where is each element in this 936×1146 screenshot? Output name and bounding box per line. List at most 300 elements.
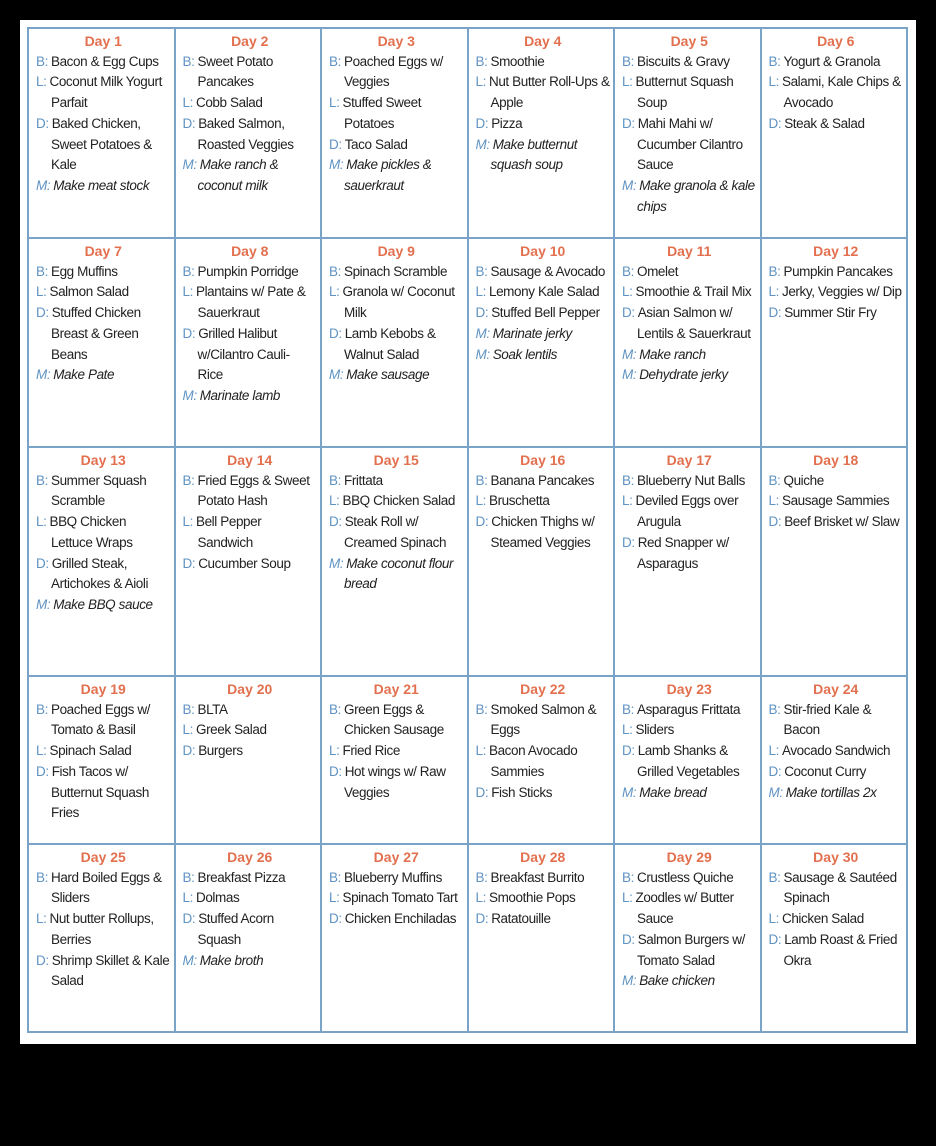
day-cell	[761, 28, 908, 238]
meal-entry	[476, 345, 611, 366]
meal-entry	[329, 512, 464, 553]
meal-text: Jerky, Veggies w/ Dip	[781, 284, 902, 300]
meal-entry	[622, 262, 757, 283]
meal-entry	[183, 909, 318, 950]
meal-text: Marinate lamb	[199, 387, 281, 403]
meal-entry	[476, 52, 611, 73]
meal-text: Dolmas	[195, 890, 240, 906]
meal-text: Lemony Kale Salad	[488, 284, 600, 300]
meal-entry	[622, 72, 757, 113]
meal-type-label: D:	[475, 115, 489, 131]
meal-text: Make ranch & coconut milk	[197, 157, 279, 193]
meal-text: Salmon Salad	[49, 284, 129, 300]
meal-type-label: L:	[622, 722, 633, 738]
meal-plan-grid	[27, 27, 908, 1033]
day-cell	[468, 676, 615, 844]
meal-text: Steak Roll w/ Creamed Spinach	[344, 514, 447, 550]
week-row	[28, 844, 907, 1032]
meal-entry	[622, 114, 757, 176]
meal-entry	[769, 783, 904, 804]
meal-text: Make sausage	[346, 367, 430, 383]
meal-type-label: D:	[622, 931, 635, 947]
meal-entry	[622, 888, 757, 929]
meal-text: Zoodles w/ Butter Sauce	[635, 890, 734, 927]
meal-entry	[476, 262, 611, 283]
meal-type-label: L:	[475, 743, 486, 759]
meal-type-label: D:	[768, 305, 782, 321]
meal-type-label: M:	[622, 177, 637, 193]
meal-entry	[329, 491, 464, 512]
meal-entry	[329, 282, 464, 323]
meal-text: Smoked Salmon & Eggs	[490, 701, 597, 738]
meal-entry	[622, 533, 757, 574]
day-title: Day 19	[80, 681, 126, 697]
meal-entry	[769, 282, 904, 303]
day-cell	[761, 447, 908, 676]
meal-type-label: L:	[768, 74, 779, 90]
meal-text: Poached Eggs w/ Tomato & Basil	[50, 701, 151, 738]
meal-text: Banana Pancakes	[490, 472, 595, 488]
meal-text: Chicken Enchiladas	[344, 911, 457, 927]
meal-type-label: D:	[36, 555, 49, 571]
meal-text: Poached Eggs w/ Veggies	[343, 53, 444, 90]
day-cell	[175, 447, 322, 676]
meal-type-label: B:	[36, 263, 48, 279]
meal-text: BBQ Chicken Salad	[342, 493, 455, 509]
meal-entry	[476, 324, 611, 345]
meal-entry	[183, 114, 318, 155]
meal-entry	[769, 471, 904, 492]
meal-plan-sheet	[20, 20, 916, 1044]
meal-type-label: B:	[182, 869, 195, 885]
day-title: Day 11	[667, 243, 712, 259]
meal-type-label: L:	[329, 743, 340, 759]
meal-entry	[36, 951, 171, 992]
week-row	[28, 676, 907, 844]
meal-text: Make tortillas 2x	[785, 784, 877, 800]
meal-text: Granola w/ Coconut Milk	[342, 284, 455, 321]
day-title: Day 29	[666, 849, 712, 865]
meal-entry	[329, 741, 464, 762]
meal-type-label: L:	[329, 95, 340, 111]
meal-entry	[183, 155, 318, 196]
meal-entry	[329, 93, 464, 134]
meal-type-label: L:	[329, 493, 340, 509]
day-title: Day 25	[80, 849, 126, 865]
meal-entry	[183, 700, 318, 721]
meal-text: Coconut Curry	[784, 763, 867, 779]
meal-text: Spinach Salad	[49, 743, 132, 759]
meal-type-label: D:	[622, 534, 635, 550]
meal-type-label: L:	[622, 284, 633, 300]
meal-text: Breakfast Pizza	[197, 869, 286, 885]
meal-text: BBQ Chicken Lettuce Wraps	[49, 514, 133, 550]
meal-type-label: M:	[36, 177, 51, 193]
meal-entry	[769, 868, 904, 909]
meal-text: Summer Stir Fry	[784, 305, 877, 321]
day-cell	[761, 676, 908, 844]
meal-entry	[622, 365, 757, 386]
day-cell	[614, 447, 761, 676]
meal-type-label: B:	[36, 869, 48, 885]
day-title: Day 12	[813, 243, 859, 259]
meal-text: Chicken Thighs w/ Steamed Veggies	[490, 514, 595, 550]
day-title: Day 3	[377, 33, 415, 49]
day-cell	[614, 238, 761, 447]
meal-type-label: L:	[182, 890, 193, 906]
meal-entry	[476, 282, 611, 303]
meal-type-label: D:	[182, 743, 196, 759]
meal-entry	[183, 386, 318, 407]
meal-type-label: M:	[36, 367, 51, 383]
day-title: Day 21	[373, 681, 419, 697]
meal-text: Summer Squash Scramble	[50, 472, 147, 509]
meal-type-label: B:	[768, 263, 781, 279]
meal-text: Make broth	[199, 952, 264, 968]
meal-text: Pumpkin Porridge	[197, 263, 299, 279]
meal-type-label: B:	[36, 472, 48, 488]
meal-text: Coconut Milk Yogurt Parfait	[49, 74, 162, 111]
meal-text: Pumpkin Pancakes	[783, 263, 893, 279]
meal-text: Make butternut squash soup	[490, 136, 578, 173]
meal-entry	[36, 762, 171, 824]
meal-text: Lamb Kebobs & Walnut Salad	[344, 325, 436, 362]
meal-type-label: D:	[36, 763, 49, 779]
meal-entry	[476, 114, 611, 135]
meal-type-label: D:	[182, 325, 196, 341]
meal-type-label: M:	[329, 367, 344, 383]
day-cell	[321, 676, 468, 844]
meal-text: Hard Boiled Eggs & Sliders	[50, 869, 162, 906]
meal-text: Omelet	[636, 263, 679, 279]
meal-text: Sausage & Avocado	[490, 263, 606, 279]
day-cell	[175, 238, 322, 447]
meal-text: Stuffed Chicken Breast & Green Beans	[51, 305, 141, 362]
meal-text: Smoothie	[490, 53, 545, 69]
meal-text: Bacon & Egg Cups	[50, 53, 159, 69]
day-cell	[468, 28, 615, 238]
meal-text: Fish Sticks	[491, 784, 553, 800]
meal-type-label: B:	[768, 472, 781, 488]
meal-type-label: M:	[475, 325, 490, 341]
meal-entry	[36, 554, 171, 595]
meal-entry	[329, 135, 464, 156]
meal-entry	[476, 303, 611, 324]
meal-text: Mahi Mahi w/ Cucumber Cilantro Sauce	[637, 115, 743, 173]
meal-text: Quiche	[783, 472, 824, 488]
meal-entry	[622, 971, 757, 992]
meal-text: Smoothie & Trail Mix	[635, 284, 752, 300]
day-cell	[28, 28, 175, 238]
meal-text: Stuffed Bell Pepper	[491, 305, 600, 321]
meal-type-label: D:	[329, 763, 342, 779]
meal-type-label: B:	[475, 263, 488, 279]
meal-text: Make bread	[639, 784, 707, 800]
meal-type-label: B:	[622, 53, 634, 69]
day-cell	[614, 676, 761, 844]
meal-entry	[476, 783, 611, 804]
day-title: Day 14	[227, 452, 273, 468]
meal-type-label: L:	[622, 493, 633, 509]
meal-entry	[36, 303, 171, 365]
meal-type-label: B:	[768, 869, 781, 885]
meal-entry	[183, 741, 318, 762]
meal-entry	[769, 930, 904, 971]
meal-entry	[36, 868, 171, 909]
meal-entry	[329, 762, 464, 803]
meal-type-label: M:	[329, 555, 344, 571]
meal-text: Soak lentils	[492, 346, 557, 362]
meal-entry	[183, 951, 318, 972]
meal-type-label: B:	[182, 53, 195, 69]
meal-entry	[622, 741, 757, 782]
day-title: Day 15	[373, 452, 419, 468]
meal-text: Steak & Salad	[784, 115, 865, 131]
day-title: Day 23	[666, 681, 712, 697]
meal-type-label: B:	[329, 263, 341, 279]
meal-entry	[329, 868, 464, 889]
meal-type-label: D:	[329, 514, 342, 530]
meal-entry	[769, 262, 904, 283]
meal-text: Bruschetta	[488, 493, 550, 509]
meal-entry	[36, 595, 171, 616]
meal-type-label: L:	[768, 493, 779, 509]
meal-text: Burgers	[198, 743, 243, 759]
meal-text: Stuffed Acorn Squash	[197, 911, 274, 947]
day-title: Day 1	[84, 33, 122, 49]
meal-entry	[36, 52, 171, 73]
day-cell	[321, 238, 468, 447]
meal-entry	[622, 720, 757, 741]
meal-type-label: M:	[622, 973, 637, 989]
meal-type-label: B:	[622, 263, 634, 279]
meal-type-label: D:	[329, 911, 342, 927]
meal-type-label: D:	[475, 784, 489, 800]
meal-entry	[476, 741, 611, 782]
meal-entry	[36, 262, 171, 283]
meal-type-label: L:	[622, 74, 633, 90]
meal-type-label: D:	[475, 305, 489, 321]
day-title: Day 10	[520, 243, 566, 259]
meal-type-label: D:	[768, 115, 782, 131]
day-cell	[28, 676, 175, 844]
meal-type-label: B:	[329, 472, 341, 488]
meal-entry	[769, 114, 904, 135]
meal-type-label: L:	[768, 743, 779, 759]
meal-type-label: B:	[622, 869, 634, 885]
day-title: Day 27	[373, 849, 419, 865]
meal-entry	[622, 345, 757, 366]
meal-type-label: B:	[182, 472, 195, 488]
day-title: Day 24	[813, 681, 859, 697]
meal-type-label: B:	[622, 701, 634, 717]
meal-text: Cobb Salad	[195, 95, 263, 111]
day-title: Day 26	[227, 849, 273, 865]
meal-entry	[183, 324, 318, 386]
day-title: Day 5	[670, 33, 708, 49]
day-cell	[614, 844, 761, 1032]
day-cell	[175, 844, 322, 1032]
meal-type-label: M:	[622, 346, 637, 362]
meal-entry	[329, 324, 464, 365]
meal-entry	[36, 741, 171, 762]
meal-entry	[183, 554, 318, 575]
meal-type-label: D:	[768, 931, 782, 947]
meal-entry	[622, 282, 757, 303]
meal-text: Pizza	[491, 115, 523, 131]
meal-entry	[622, 176, 757, 217]
meal-text: Asian Salmon w/ Lentils & Sauerkraut	[637, 305, 751, 341]
meal-text: Nut Butter Roll-Ups & Apple	[488, 74, 610, 111]
meal-entry	[476, 135, 611, 176]
meal-type-label: L:	[36, 74, 47, 90]
meal-text: Baked Chicken, Sweet Potatoes & Kale	[51, 115, 152, 173]
meal-text: Butternut Squash Soup	[635, 74, 734, 111]
day-title: Day 9	[377, 243, 415, 259]
meal-entry	[769, 762, 904, 783]
meal-entry	[183, 471, 318, 512]
meal-type-label: L:	[182, 284, 193, 300]
meal-entry	[622, 868, 757, 889]
meal-type-label: B:	[182, 263, 195, 279]
meal-type-label: M:	[36, 596, 51, 612]
meal-text: Stir-fried Kale & Bacon	[783, 701, 872, 738]
day-cell	[761, 238, 908, 447]
meal-entry	[183, 93, 318, 114]
meal-entry	[183, 888, 318, 909]
meal-text: Fried Eggs & Sweet Potato Hash	[197, 472, 310, 509]
meal-entry	[476, 700, 611, 741]
meal-text: Salmon Burgers w/ Tomato Salad	[637, 931, 745, 968]
meal-entry	[36, 700, 171, 741]
meal-entry	[476, 888, 611, 909]
meal-text: Crustless Quiche	[636, 869, 734, 885]
day-title: Day 18	[813, 452, 859, 468]
meal-text: Taco Salad	[344, 136, 408, 152]
meal-entry	[476, 471, 611, 492]
meal-entry	[36, 365, 171, 386]
meal-type-label: L:	[475, 284, 486, 300]
meal-text: Sweet Potato Pancakes	[197, 53, 273, 90]
meal-entry	[36, 512, 171, 553]
meal-type-label: B:	[329, 701, 341, 717]
meal-type-label: B:	[329, 869, 341, 885]
day-cell	[175, 28, 322, 238]
meal-entry	[622, 471, 757, 492]
meal-type-label: B:	[475, 701, 488, 717]
week-row	[28, 28, 907, 238]
meal-type-label: D:	[329, 136, 342, 152]
meal-entry	[476, 868, 611, 889]
meal-entry	[476, 491, 611, 512]
meal-entry	[769, 512, 904, 533]
meal-entry	[183, 262, 318, 283]
meal-text: Egg Muffins	[50, 263, 118, 279]
meal-text: Grilled Halibut w/Cilantro Cauli- Rice	[197, 325, 290, 383]
meal-type-label: L:	[36, 514, 47, 530]
meal-text: Deviled Eggs over Arugula	[635, 493, 739, 530]
day-title: Day 13	[80, 452, 126, 468]
meal-text: Bacon Avocado Sammies	[488, 743, 578, 779]
meal-entry	[183, 720, 318, 741]
meal-text: Frittata	[343, 472, 383, 488]
meal-text: Baked Salmon, Roasted Veggies	[197, 115, 294, 152]
meal-text: Make ranch	[639, 346, 706, 362]
meal-type-label: D:	[182, 555, 196, 571]
meal-text: Ratatouille	[491, 911, 551, 927]
meal-type-label: M:	[182, 387, 197, 403]
meal-type-label: L:	[36, 284, 47, 300]
meal-text: Cucumber Soup	[198, 555, 291, 571]
meal-type-label: B:	[329, 53, 341, 69]
meal-entry	[769, 491, 904, 512]
meal-text: Fish Tacos w/ Butternut Squash Fries	[51, 763, 149, 821]
meal-type-label: L:	[182, 722, 193, 738]
meal-entry	[769, 741, 904, 762]
meal-type-label: L:	[182, 95, 193, 111]
meal-entry	[329, 471, 464, 492]
meal-text: Make pickles & sauerkraut	[344, 157, 432, 193]
meal-type-label: B:	[475, 869, 488, 885]
meal-entry	[769, 700, 904, 741]
meal-type-label: M:	[329, 157, 344, 173]
meal-entry	[36, 72, 171, 113]
meal-type-label: L:	[475, 74, 486, 90]
day-title: Day 16	[520, 452, 566, 468]
meal-type-label: D:	[475, 911, 489, 927]
meal-entry	[329, 52, 464, 93]
meal-entry	[329, 554, 464, 595]
meal-entry	[329, 365, 464, 386]
meal-type-label: D:	[622, 743, 635, 759]
meal-type-label: L:	[329, 890, 340, 906]
day-title: Day 6	[817, 33, 855, 49]
meal-text: Make coconut flour bread	[344, 555, 454, 592]
day-title: Day 20	[227, 681, 273, 697]
meal-text: Avocado Sandwich	[781, 743, 891, 759]
meal-entry	[329, 262, 464, 283]
meal-text: Bake chicken	[639, 973, 715, 989]
meal-text: Nut butter Rollups, Berries	[49, 911, 154, 947]
meal-type-label: M:	[475, 346, 490, 362]
meal-type-label: B:	[475, 472, 488, 488]
meal-entry	[329, 909, 464, 930]
meal-text: Green Eggs & Chicken Sausage	[343, 701, 444, 738]
meal-type-label: D:	[768, 514, 782, 530]
meal-text: Hot wings w/ Raw Veggies	[344, 763, 446, 800]
meal-text: Sausage & Sautéed Spinach	[783, 869, 897, 906]
meal-type-label: M:	[768, 784, 783, 800]
meal-type-label: M:	[622, 784, 637, 800]
meal-text: Make granola & kale chips	[637, 177, 755, 214]
meal-type-label: D:	[622, 115, 635, 131]
meal-text: BLTA	[197, 701, 228, 717]
meal-text: Make Pate	[53, 367, 115, 383]
meal-entry	[622, 783, 757, 804]
meal-entry	[183, 512, 318, 553]
meal-text: Sliders	[635, 722, 674, 738]
meal-text: Biscuits & Gravy	[636, 53, 730, 69]
meal-text: Marinate jerky	[492, 325, 572, 341]
meal-text: Beef Brisket w/ Slaw	[784, 514, 900, 530]
meal-text: Dehydrate jerky	[639, 367, 728, 383]
day-title: Day 30	[813, 849, 859, 865]
meal-entry	[329, 888, 464, 909]
meal-type-label: D:	[36, 305, 49, 321]
day-cell	[175, 676, 322, 844]
meal-text: Breakfast Burrito	[490, 869, 585, 885]
meal-type-label: L:	[182, 514, 193, 530]
